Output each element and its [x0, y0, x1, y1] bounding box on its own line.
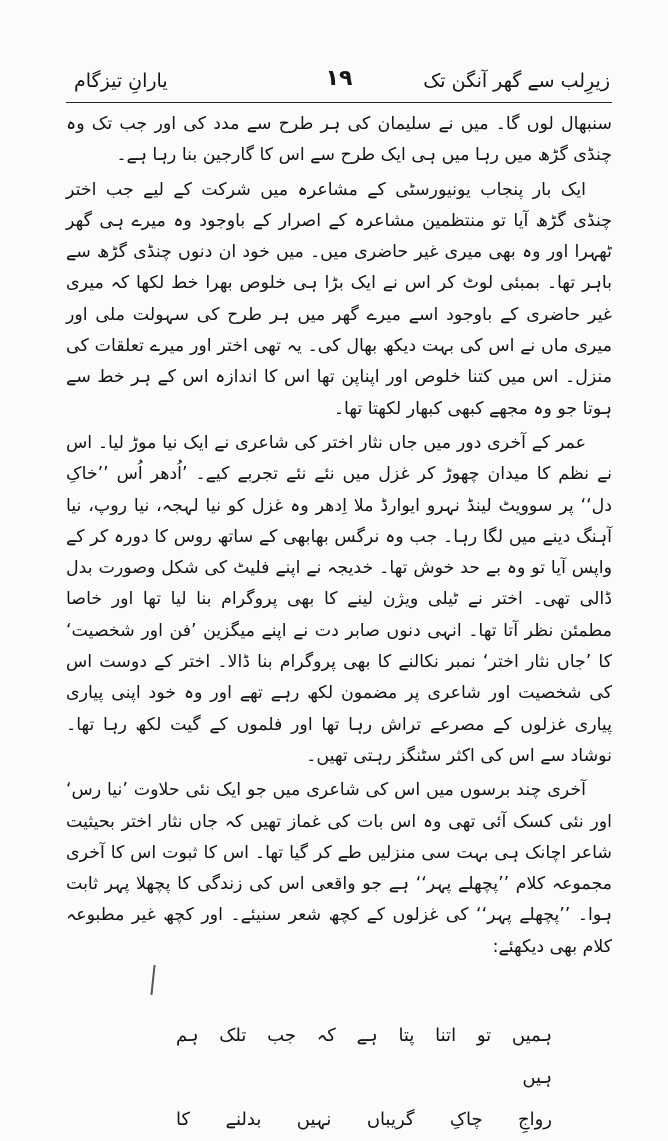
paragraph-1: سنبھال لوں گا۔ میں نے سلیمان کی ہر طرح سے مدد کی اور جب تک وہ چنڈی گڑھ میں رہا میں ہی ایک طرح سے اس کا گارجین بنا رہا ہے۔ — [66, 114, 612, 166]
poem-line-2: رواجِ چاکِ گریباں نہیں بدلنے کا — [176, 1109, 552, 1131]
body-text — [66, 109, 612, 963]
paragraph-4: آخری چند برسوں میں اس کی شاعری میں جو ایک نئی حلاوت ’نیا رس‘ اور نئی کسک آئی تھی وہ اس بات کی غماز تھیں کہ جاں نثار اختر بحیثیت شاعر اچانک ہی بہت سی منزلیں طے کر گیا تھا۔ اس کا ثبوت اس کا آخری مجموعہ کلام ’’پچھلے پہر‘‘ ہے جو واقعی اس کی زندگی کا پچھلا پہر ثابت ہوا۔ ’’پچھلے پہر‘‘ کی غزلوں کے کچھ شعر سنیئے۔ اور کچھ غیر مطبوعہ کلام بھی دیکھئے: — [66, 780, 612, 957]
page-number: ۱۹ — [325, 66, 353, 91]
poem-line-1: ہمیں تو اتنا پتا ہے کہ جب تلک ہم ہیں — [176, 1025, 552, 1089]
book-title: زیرِلب سے گھر آنگن تک — [423, 70, 610, 92]
poem-couplet — [176, 1015, 552, 1141]
paragraph-3: عمر کے آخری دور میں جاں نثار اختر کی شاعری نے ایک نیا موڑ لیا۔ اس نے نظم کا میدان چھوڑ کر غزل میں نئے نئے تجربے کیے۔ ’اُدھر اُس ’’خاکِ دل‘‘ پر سوویٹ لینڈ نہرو ایوارڈ ملا اِدھر وہ غزل کو نیا لہجہ، نیا روپ، نیا آہنگ دینے میں لگا رہا۔ جب وہ نرگس بھابھی کے ساتھ روس کا دورہ کر کے واپس آیا تو وہ بے حد خوش تھا۔ خدیجہ نے اپنے فلیٹ کی شکل وصورت بدل ڈالی تھی۔ اختر نے ٹیلی ویژن لینے کا بھی پروگرام بنا لیا تھا اور خاصا مطمئن نظر آتا تھا۔ انہی دنوں صابر دت نے اپنے میگزین ’فن اور شخصیت‘ کا ’جاں نثار اختر‘ نمبر نکالنے کا بھی پروگرام بنا ڈالا۔ اختر کے دوست اس کی شخصیت اور شاعری پر مضمون لکھ رہے تھے اور وہ خود اپنی پیاری پیاری غزلوں کے مصرعے تراش رہا تھا اور فلموں کے گیت لکھ رہا تھا۔ نوشاد سے اس کی اکثر سٹنگز رہتی تھیں۔ — [66, 432, 612, 766]
running-header — [66, 66, 612, 103]
paragraph-2: ایک بار پنجاب یونیورسٹی کے مشاعرہ میں شرکت کے لیے جب اختر چنڈی گڑھ آیا تو منتظمین مشاعرہ کے اصرار کے باوجود وہ میرے ہی گھر ٹھہرا اور وہ بھی میری غیر حاضری میں۔ میں خود ان دنوں چنڈی گڑھ سے باہر تھا۔ بمبئی لوٹ کر اس نے ایک بڑا ہی خلوص بھرا خط لکھا کہ میری غیر حاضری کے باوجود اسے میرے گھر میں ہر طرح کی سہولت ملی اور میری ماں نے اس کی بہت دیکھ بھال کی۔ یہ تھی اختر اور میرے تعلقات کی منزل۔ اس میں کتنا خلوص اور اپناپن تھا اس کا اندازہ اس کے ہر خط سے ہوتا جو وہ مجھے کبھی کبھار لکھتا تھا۔ — [66, 179, 612, 419]
chapter-title: یارانِ تیزگام — [74, 70, 168, 92]
